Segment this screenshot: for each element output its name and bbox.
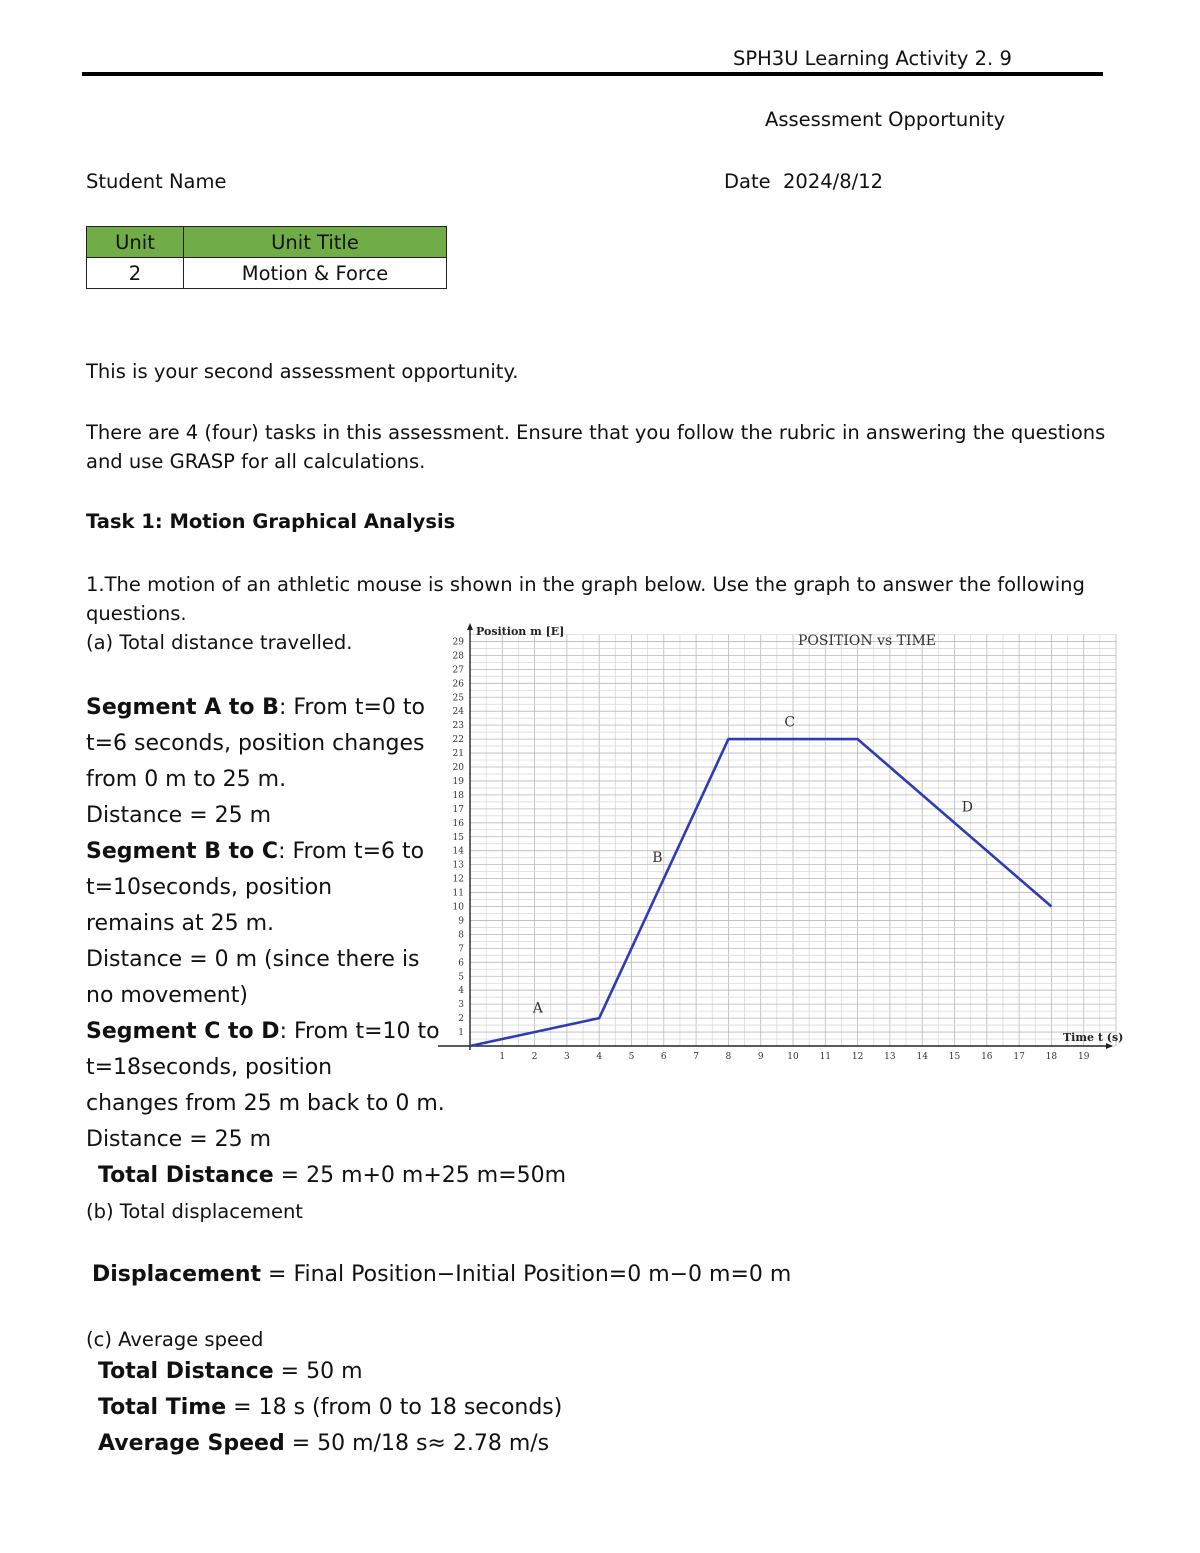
x-tick-label: 4	[596, 1052, 603, 1062]
date-value: 2024/8/12	[783, 170, 884, 193]
x-tick-label: 12	[851, 1052, 864, 1062]
seg-ab-title: Segment A to B	[86, 695, 279, 720]
y-tick-label: 11	[452, 888, 464, 899]
avg-speed-value: = 50 m/18 s≈ 2.78 m/s	[284, 1431, 550, 1456]
x-tick-label: 16	[981, 1052, 993, 1062]
avg-total-distance-label: Total Distance	[98, 1359, 274, 1384]
seg-cd-line-2: t=18seconds, position	[86, 1055, 333, 1080]
y-tick-label: 27	[452, 665, 464, 676]
question-1-line-1: 1.The motion of an athletic mouse is shown in the graph below. Use the graph to answer the following	[86, 573, 1085, 596]
intro-line-2: and use GRASP for all calculations.	[86, 450, 426, 473]
question-1b: (b) Total displacement	[86, 1200, 303, 1223]
graph-y-axis-label: Position m [E]	[476, 625, 565, 638]
assessment-label: Assessment Opportunity	[765, 108, 1006, 131]
y-tick-label: 23	[452, 721, 464, 732]
y-tick-label: 4	[458, 986, 464, 997]
avg-total-distance	[98, 1354, 562, 1390]
x-tick-label: 1	[499, 1052, 506, 1062]
total-distance-value: = 25 m+0 m+25 m=50m	[273, 1163, 567, 1188]
y-tick-label: 5	[458, 972, 464, 983]
seg-cd-line-3: changes from 25 m back to 0 m.	[86, 1091, 445, 1116]
seg-cd-distance: Distance = 25 m	[86, 1127, 272, 1152]
x-tick-label: 6	[660, 1052, 667, 1062]
y-tick-label: 18	[452, 790, 464, 801]
seg-bc-distance-2: no movement)	[86, 983, 248, 1008]
course-header: SPH3U Learning Activity 2. 9	[733, 47, 1012, 70]
answer-b	[92, 1257, 791, 1293]
avg-total-time-label: Total Time	[98, 1395, 227, 1420]
seg-bc-title: Segment B to C	[86, 839, 279, 864]
avg-speed-label: Average Speed	[98, 1431, 285, 1456]
answer-c	[98, 1354, 562, 1462]
date-label: Date	[724, 170, 771, 193]
seg-ab-text: : From t=0 to	[278, 695, 425, 720]
displacement-value: = Final Position−Initial Position=0 m−0 m=0 m	[261, 1262, 792, 1287]
x-tick-label: 17	[1013, 1052, 1025, 1062]
seg-bc-text: : From t=6 to	[278, 839, 425, 864]
y-tick-label: 6	[458, 958, 464, 969]
x-tick-label: 19	[1077, 1052, 1090, 1062]
segment-label-c: C	[784, 714, 796, 731]
y-tick-label: 10	[452, 902, 464, 913]
seg-ab-line-3: from 0 m to 25 m.	[86, 767, 287, 792]
x-tick-label: 15	[948, 1052, 961, 1062]
seg-cd-title: Segment C to D	[86, 1019, 280, 1044]
seg-bc-line-3: remains at 25 m.	[86, 911, 275, 936]
y-tick-label: 12	[452, 874, 464, 885]
y-tick-label: 15	[452, 832, 464, 843]
y-tick-label: 7	[458, 944, 464, 955]
date-field	[724, 170, 883, 193]
x-tick-label: 2	[531, 1052, 538, 1062]
unit-title-header-cell: Unit Title	[184, 227, 447, 258]
x-tick-label: 18	[1045, 1052, 1058, 1062]
y-tick-label: 24	[452, 707, 464, 718]
displacement-label: Displacement	[92, 1262, 262, 1287]
task1-title: Task 1: Motion Graphical Analysis	[86, 510, 456, 533]
y-tick-label: 9	[458, 916, 464, 927]
graph-title: POSITION vs TIME	[798, 633, 937, 649]
y-tick-label: 16	[452, 818, 464, 829]
graph-tick-labels	[453, 637, 1090, 1062]
intro-paragraph-1: This is your second assessment opportunity.	[86, 360, 519, 383]
avg-total-distance-value: = 50 m	[273, 1359, 363, 1384]
unit-title-cell: Motion & Force	[184, 258, 447, 289]
total-distance-label: Total Distance	[98, 1163, 274, 1188]
unit-number-cell: 2	[87, 258, 184, 289]
y-tick-label: 28	[452, 651, 464, 662]
unit-table-row	[87, 258, 447, 289]
total-distance	[86, 1158, 566, 1194]
y-tick-label: 19	[452, 776, 464, 787]
x-tick-label: 14	[916, 1052, 928, 1062]
header-rule	[82, 72, 1103, 76]
y-tick-label: 26	[452, 679, 464, 690]
question-1a: (a) Total distance travelled.	[86, 631, 353, 654]
y-tick-label: 3	[458, 1000, 464, 1011]
y-axis-arrow	[467, 623, 473, 630]
y-tick-label: 17	[452, 804, 464, 815]
unit-table-header	[87, 227, 447, 258]
y-tick-label: 25	[452, 693, 464, 704]
question-1-line-2: questions.	[86, 602, 187, 625]
avg-total-time-value: = 18 s (from 0 to 18 seconds)	[226, 1395, 563, 1420]
intro-line-1: There are 4 (four) tasks in this assessment. Ensure that you follow the rubric in answering the questions	[86, 421, 1106, 444]
y-tick-label: 22	[452, 735, 464, 746]
unit-table	[86, 226, 447, 289]
seg-cd-text: : From t=10 to	[279, 1019, 440, 1044]
x-tick-label: 13	[884, 1052, 896, 1062]
x-tick-label: 7	[693, 1052, 699, 1062]
avg-total-time	[98, 1390, 562, 1426]
y-tick-label: 21	[452, 749, 464, 760]
student-name-label: Student Name	[86, 170, 227, 193]
question-1c: (c) Average speed	[86, 1328, 264, 1351]
x-tick-label: 3	[564, 1052, 570, 1062]
position-time-graph	[436, 622, 1124, 1062]
graph-grid	[470, 634, 1116, 1046]
segment-label-b: B	[652, 849, 663, 866]
y-tick-label: 2	[458, 1014, 464, 1025]
y-tick-label: 14	[452, 846, 464, 857]
seg-ab-distance: Distance = 25 m	[86, 803, 272, 828]
segment-label-d: D	[961, 799, 974, 816]
unit-header-cell: Unit	[87, 227, 184, 258]
y-tick-label: 20	[452, 763, 464, 773]
y-tick-label: 8	[458, 930, 464, 941]
x-tick-label: 10	[787, 1052, 799, 1062]
x-tick-label: 8	[725, 1052, 732, 1062]
segment-label-a: A	[532, 1000, 543, 1017]
y-tick-label: 13	[452, 860, 464, 871]
seg-bc-line-2: t=10seconds, position	[86, 875, 333, 900]
avg-speed	[98, 1426, 562, 1462]
graph-x-axis-label: Time t (s)	[1063, 1031, 1124, 1044]
intro-paragraph-2	[86, 418, 1105, 476]
y-tick-label: 1	[458, 1028, 464, 1039]
x-tick-label: 5	[628, 1052, 635, 1062]
seg-ab-line-2: t=6 seconds, position changes	[86, 731, 425, 756]
x-tick-label: 9	[757, 1052, 764, 1062]
y-tick-label: 29	[452, 637, 464, 648]
seg-bc-distance-1: Distance = 0 m (since there is	[86, 947, 420, 972]
x-tick-label: 11	[819, 1052, 832, 1062]
